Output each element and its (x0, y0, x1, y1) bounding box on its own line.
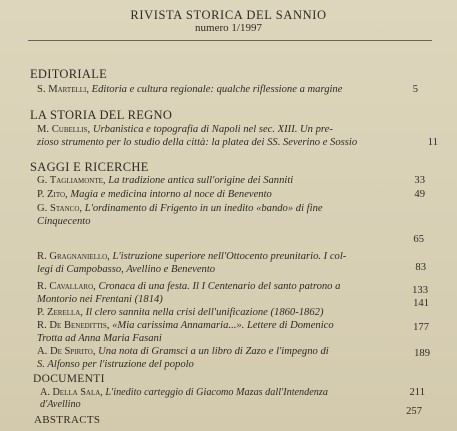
toc-entry (37, 346, 329, 357)
entry-author: R. Gragnaniello, (37, 251, 110, 262)
entry-title: L'istruzione superiore nell'Ottocento preunitario. I col- (112, 251, 347, 262)
toc-entry (37, 251, 346, 262)
entry-title-continued: Trotta ad Anna Maria Fasani (37, 333, 162, 344)
entry-page: 49 (414, 189, 425, 200)
entry-page: 33 (414, 175, 425, 186)
entry-author: G. Stanco, (37, 203, 83, 214)
entry-author: P. Zito, (37, 189, 68, 200)
toc-entry (37, 203, 323, 214)
entry-page: 141 (413, 298, 429, 309)
entry-title: La tradizione antica sull'origine dei Sanniti (108, 175, 294, 186)
section-heading-editoriale: EDITORIALE (30, 67, 108, 81)
toc-entry (37, 281, 340, 292)
entry-page: 5 (412, 84, 418, 95)
entry-page: 133 (412, 285, 428, 296)
entry-author: R. De Benedittis, (37, 320, 110, 331)
entry-author: R. Cavallaro, (37, 281, 96, 292)
entry-title: Cronaca di una festa. Il I Centenario del santo patrono a (98, 281, 341, 292)
entry-title: «Mia carissima Annamaria...». Lettere di Domenico (112, 320, 334, 331)
section-heading-saggi-e-ricerche: SAGGI E RICERCHE (30, 160, 149, 174)
entry-title: L'inedito carteggio di Giacomo Mazas dall'Intendenza (105, 387, 328, 398)
toc-entry (40, 387, 328, 398)
entry-page: 11 (427, 137, 438, 148)
entry-page: 189 (414, 348, 430, 359)
toc-entry (37, 189, 272, 200)
entry-page: 257 (406, 406, 422, 417)
entry-page: 83 (415, 262, 426, 273)
entry-author: A. Della Sala, (40, 387, 103, 398)
entry-page: 65 (413, 234, 424, 245)
entry-title: L'ordinamento di Frigento in un inedito «bando» di fine (84, 203, 323, 214)
entry-title: Magia e medicina intorno al noce di Benevento (70, 189, 272, 200)
toc-entry (37, 175, 293, 186)
entry-author: S. Martelli, (37, 84, 89, 95)
toc-entry (37, 307, 323, 318)
entry-page: 177 (413, 322, 429, 333)
entry-author: A. De Spirito, (37, 346, 96, 357)
entry-title-continued: zioso strumento per lo studio della città: la platea dei SS. Severino e Sossio (37, 137, 358, 148)
entry-author: G. Tagliamonte, (37, 175, 106, 186)
toc-entry (37, 320, 334, 331)
header-divider (28, 40, 432, 41)
entry-author: P. Zerella, (37, 307, 83, 318)
entry-title-continued: Montorio nei Frentani (1814) (37, 294, 163, 305)
entry-title: Urbanistica e topografia di Napoli nel sec. XIII. Un pre- (92, 124, 333, 135)
entry-title-continued: legi di Campobasso, Avellino e Benevento (37, 264, 216, 275)
entry-title: Editoria e cultura regionale: qualche riflessione a margine (91, 84, 343, 95)
section-heading-storia-del-regno: LA STORIA DEL REGNO (30, 108, 173, 122)
journal-title: RIVISTA STORICA DEL SANNIO (130, 8, 327, 22)
section-heading-abstracts: ABSTRACTS (34, 414, 101, 426)
entry-author: M. Cubellis, (37, 124, 91, 135)
issue-number: numero 1/1997 (195, 22, 262, 34)
toc-entry (37, 124, 333, 135)
toc-entry (37, 84, 342, 95)
entry-title-continued: S. Alfonso per l'istruzione del popolo (37, 359, 194, 370)
entry-title: Una nota di Gramsci a un libro di Zazo e l'impegno di (98, 346, 329, 357)
entry-page: 211 (409, 387, 425, 398)
entry-title-continued: Cinquecento (37, 216, 91, 227)
entry-title: Il clero sannita nella crisi dell'unificazione (1860-1862) (85, 307, 324, 318)
entry-title-continued: d'Avellino (40, 399, 81, 410)
section-heading-documenti: DOCUMENTI (33, 373, 105, 385)
